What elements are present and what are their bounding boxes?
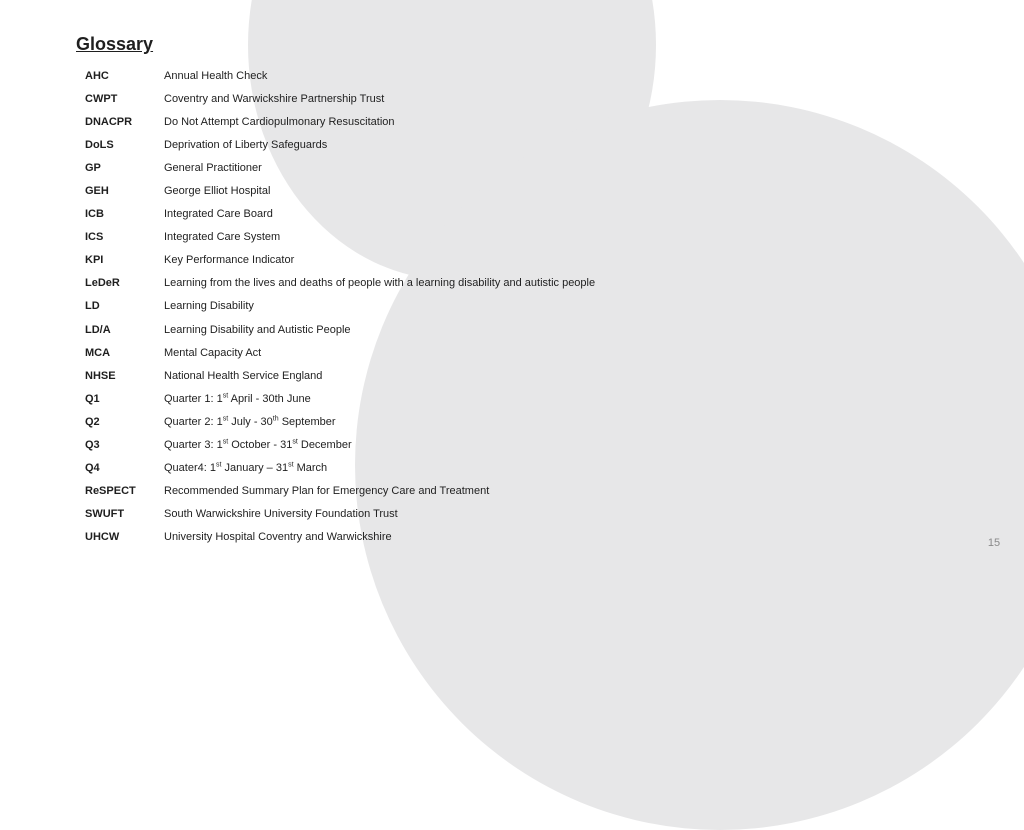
glossary-definition: Coventry and Warwickshire Partnership Trust [164, 92, 385, 105]
glossary-abbreviation: DoLS [85, 138, 114, 151]
glossary-definition: Learning Disability and Autistic People [164, 323, 351, 336]
definition-part: Quarter 2: 1 [164, 415, 223, 428]
glossary-abbreviation: LeDeR [85, 277, 120, 290]
definition-part: September [278, 415, 336, 428]
glossary-definition: Learning from the lives and deaths of people with a learning disability and autistic people [164, 277, 596, 290]
glossary-definition [164, 393, 785, 405]
ordinal-suffix: st [222, 392, 229, 400]
glossary-abbreviation: UHCW [85, 531, 120, 544]
glossary-definition [164, 416, 785, 428]
glossary-row [85, 87, 785, 110]
definition-part: January – 31 [221, 462, 289, 475]
glossary-abbreviation: Q2 [85, 415, 100, 428]
ordinal-suffix: st [215, 461, 222, 469]
glossary-row [85, 133, 785, 156]
glossary-abbreviation: LD [85, 300, 100, 313]
glossary-row [85, 410, 785, 433]
glossary-abbreviation: Q1 [85, 392, 100, 405]
glossary-definition: University Hospital Coventry and Warwickshire [164, 531, 392, 544]
definition-part: Quarter 1: 1 [164, 392, 223, 405]
glossary-row [85, 249, 785, 272]
glossary-row [85, 457, 785, 480]
glossary-abbreviation: CWPT [85, 92, 118, 105]
glossary-row [85, 341, 785, 364]
glossary-row [85, 179, 785, 202]
definition-part: July - 30 [228, 415, 273, 428]
ordinal-suffix: st [222, 438, 229, 446]
glossary-abbreviation: ICS [85, 231, 104, 244]
glossary-abbreviation: Q4 [85, 462, 100, 475]
glossary-row [85, 526, 785, 549]
glossary-row [85, 503, 785, 526]
definition-part: March [293, 462, 328, 475]
glossary-list [85, 64, 785, 549]
glossary-definition [164, 462, 785, 474]
glossary-definition: Integrated Care Board [164, 208, 273, 221]
glossary-definition: National Health Service England [164, 369, 323, 382]
glossary-row [85, 364, 785, 387]
glossary-definition: Deprivation of Liberty Safeguards [164, 138, 328, 151]
glossary-abbreviation: GP [85, 161, 101, 174]
ordinal-suffix: st [288, 461, 294, 469]
definition-part: December [297, 439, 352, 452]
glossary-definition: Recommended Summary Plan for Emergency Care and Treatment [164, 485, 490, 498]
page-number: 15 [987, 537, 1001, 549]
glossary-abbreviation: GEH [85, 185, 109, 198]
glossary-abbreviation: Q3 [85, 439, 100, 452]
glossary-abbreviation: ICB [85, 208, 104, 221]
glossary-definition: Integrated Care System [164, 231, 281, 244]
glossary-abbreviation: SWUFT [85, 508, 125, 521]
glossary-abbreviation: DNACPR [85, 115, 133, 128]
glossary-definition: South Warwickshire University Foundation Trust [164, 508, 398, 521]
glossary-row [85, 387, 785, 410]
glossary-definition: General Practitioner [164, 161, 262, 174]
glossary-abbreviation: LD/A [85, 323, 111, 336]
glossary-definition: Do Not Attempt Cardiopulmonary Resuscitation [164, 115, 395, 128]
glossary-row [85, 318, 785, 341]
definition-part: April - 30th June [228, 392, 311, 405]
glossary-abbreviation: KPI [85, 254, 104, 267]
glossary-abbreviation: NHSE [85, 369, 116, 382]
glossary-definition: Annual Health Check [164, 69, 268, 82]
glossary-row [85, 434, 785, 457]
glossary-row [85, 480, 785, 503]
glossary-definition: Key Performance Indicator [164, 254, 295, 267]
glossary-abbreviation: AHC [85, 69, 109, 82]
glossary-row [85, 110, 785, 133]
glossary-row [85, 203, 785, 226]
glossary-definition: Learning Disability [164, 300, 254, 313]
glossary-abbreviation: ReSPECT [85, 485, 136, 498]
glossary-row [85, 226, 785, 249]
definition-part: Quarter 3: 1 [164, 439, 223, 452]
glossary-row [85, 156, 785, 179]
page-title: Glossary [76, 34, 154, 54]
glossary-row [85, 295, 785, 318]
glossary-definition: Mental Capacity Act [164, 346, 262, 359]
ordinal-suffix: th [272, 415, 279, 423]
ordinal-suffix: st [222, 415, 229, 423]
glossary-definition [164, 439, 785, 451]
ordinal-suffix: st [292, 438, 298, 446]
glossary-abbreviation: MCA [85, 346, 111, 359]
glossary-row [85, 272, 785, 295]
definition-part: October - 31 [228, 439, 293, 452]
definition-part: Quater4: 1 [164, 462, 216, 475]
glossary-row [85, 64, 785, 87]
glossary-definition: George Elliot Hospital [164, 185, 271, 198]
